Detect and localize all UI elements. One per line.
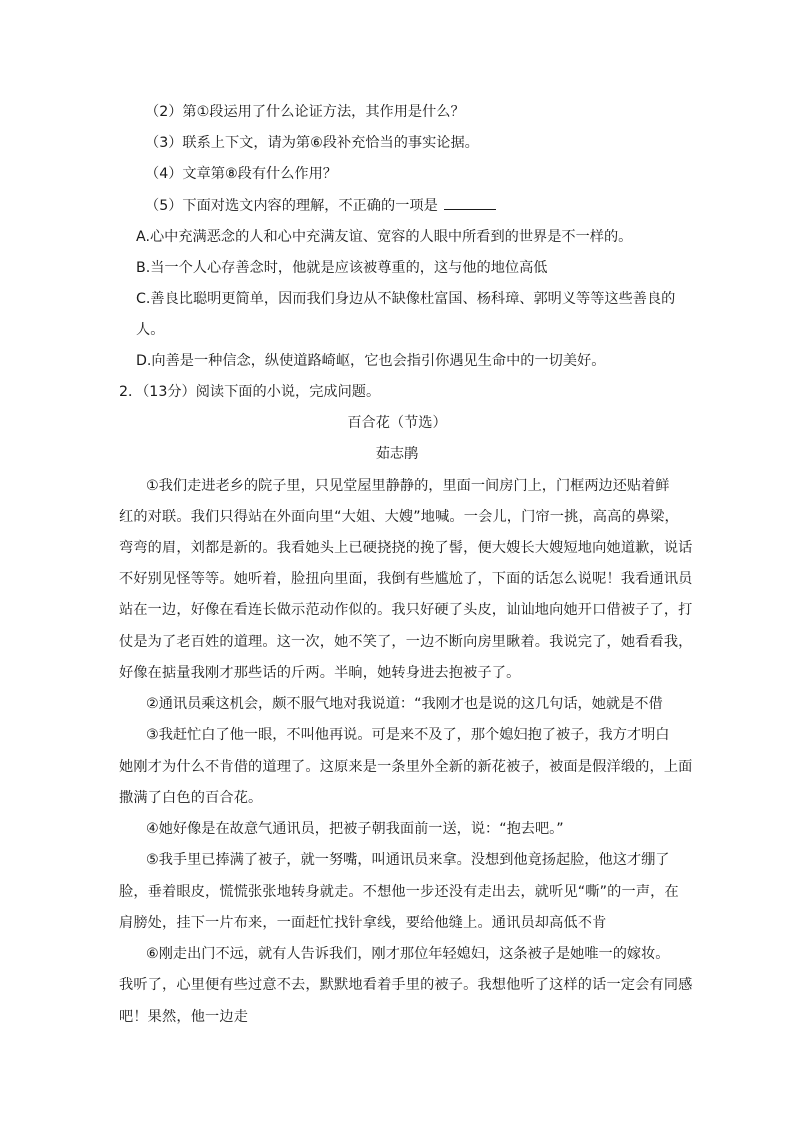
story-author: 茹志鹃	[375, 446, 419, 462]
story-line: 脸，垂着眼皮，慌慌张张地转身就走。不想他一步还没有走出去，就听见“嘶”的一声，在	[119, 884, 679, 900]
story-line: ⑤我手里已捧满了被子，就一努嘴，叫通讯员来拿。没想到他竟扬起脸，他这才绷了	[146, 852, 670, 868]
answer-blank	[444, 195, 496, 210]
story-line: 红的对联。我们只得站在外面向里“大姐、大嫂”地喊。一会儿，门帘一挑，高高的鼻梁，	[119, 509, 679, 525]
story-line: 不好别见怪等等。她听着，脸扭向里面，我倒有些尴尬了，下面的话怎么说呢！我看通讯员	[119, 571, 693, 587]
question-3: （3）联系上下文，请为第⑥段补充恰当的事实论据。	[145, 135, 479, 151]
option-d: D.向善是一种信念，纵使道路崎岖，它也会指引你遇见生命中的一切美好。	[136, 353, 606, 369]
story-title: 百合花（节选）	[347, 415, 447, 431]
section-2-heading: 2．（13分）阅读下面的小说，完成问题。	[119, 384, 381, 400]
option-a: A.心中充满恶念的人和心中充满友谊、宽容的人眼中所看到的世界是不一样的。	[136, 229, 633, 245]
story-line: 撒满了白色的百合花。	[119, 790, 263, 806]
story-line: ②通讯员乘这机会，颇不服气地对我说道：“我刚才也是说的这几句话，她就是不借	[146, 696, 663, 712]
story-line: 肩膀处，挂下一片布来，一面赶忙找针拿线，要给他缝上。通讯员却高低不肯	[119, 915, 607, 931]
option-b: B.当一个人心存善念时，他就是应该被尊重的，这与他的地位高低	[136, 260, 548, 276]
story-line: ④她好像是在故意气通讯员，把被子朝我面前一送，说：“抱去吧。”	[146, 821, 564, 837]
option-c-continued: 人。	[136, 322, 165, 338]
story-line: ⑥刚走出门不远，就有人告诉我们，刚才那位年轻媳妇，这条被子是她唯一的嫁妆。	[146, 946, 670, 962]
story-line: 弯弯的眉，刘都是新的。我看她头上已硬挠挠的挽了髻，便大嫂长大嫂短地向她道歉，说话	[119, 540, 693, 556]
story-line: 吧！果然，他一边走	[119, 1009, 249, 1025]
question-5	[145, 195, 496, 216]
story-line: ①我们走进老乡的院子里，只见堂屋里静静的，里面一间房门上，门框两边还贴着鲜	[146, 478, 670, 494]
question-5-text: （5）下面对选文内容的理解，不正确的一项是	[145, 198, 438, 214]
story-line: 她刚才为什么不肯借的道理了。这原来是一条里外全新的新花被子，被面是假洋缎的，上面	[119, 759, 693, 775]
story-line: 仗是为了老百姓的道理。这一次，她不笑了，一边不断向房里瞅着。我说完了，她看看我，	[119, 634, 693, 650]
option-c: C.善良比聪明更简单，因而我们身边从不缺像杜富国、杨科璋、郭明义等等这些善良的	[136, 291, 676, 307]
question-4: （4）文章第⑧段有什么作用？	[145, 166, 337, 182]
question-2: （2）第①段运用了什么论证方法，其作用是什么？	[145, 104, 465, 120]
story-line: 好像在掂量我刚才那些话的斤两。半晌，她转身进去抱被子了。	[119, 665, 521, 681]
story-line: ③我赶忙白了他一眼，不叫他再说。可是来不及了，那个媳妇抱了被子，我方才明白	[146, 727, 670, 743]
story-line: 站在一边，好像在看连长做示范动作似的。我只好硬了头皮，讪讪地向她开口借被子了，打	[119, 602, 693, 618]
story-line: 我听了，心里便有些过意不去，默默地看着手里的被子。我想他听了这样的话一定会有同感	[119, 977, 693, 993]
